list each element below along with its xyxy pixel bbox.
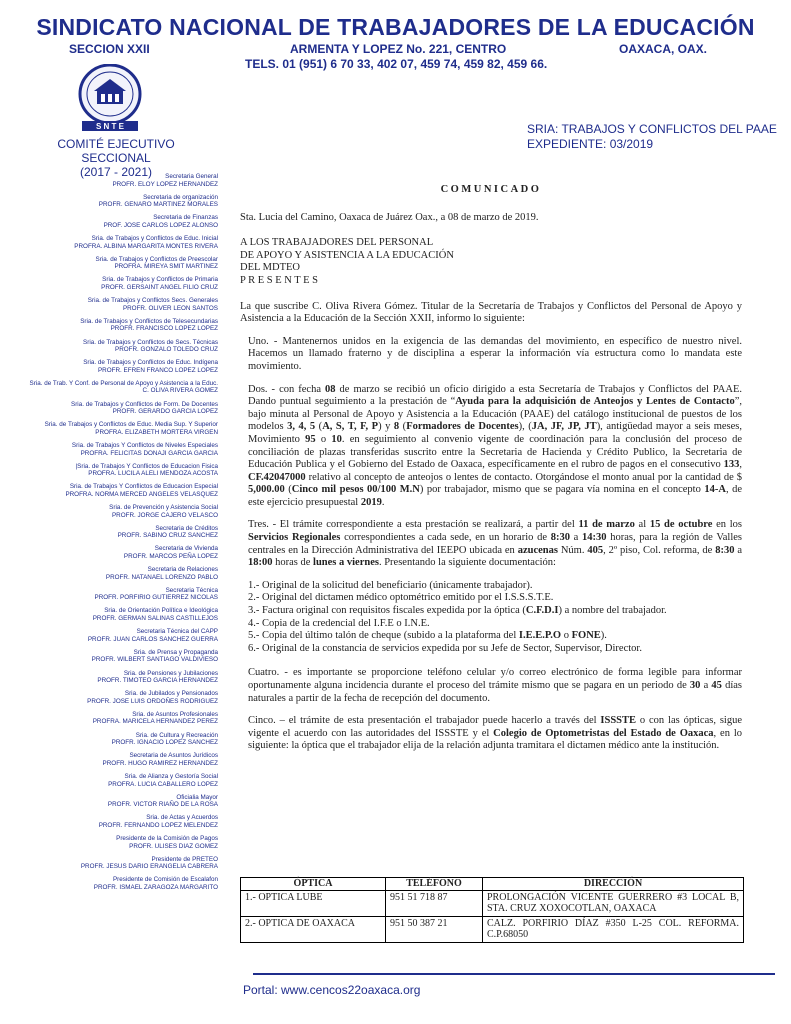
member-title: Sria. de Trabajos y Conflictos de Form. De Docentes — [71, 400, 218, 408]
member-name: PROFRA. FELICITAS DONAJI GARCIA GARCIA — [80, 449, 218, 457]
member-name: PROFR. PORFIRIO GUTIERREZ NICOLAS — [94, 594, 218, 602]
member-name: PROFR. NATANAEL LORENZO PABLO — [105, 573, 218, 581]
paragraph-cinco: Cinco. – el trámite de esta presentación el trabajador puede hacerlo a través del ISSSTE o con las ópticas, sigue vigente el acuerdo con las autoridades del ISSSTE y el Colegio de Optometristas del Estado de Oaxaca, en lo siguiente: la óptica que el trabajador elija de la relación adjunta tramitara el dictamen médico ante la institución. — [248, 715, 742, 752]
recipient-line: A LOS TRABAJADORES DEL PERSONAL — [240, 237, 434, 249]
member-name: PROFR. MARCOS PEÑA LOPEZ — [123, 552, 218, 560]
column-header-telefono: TELÉFONO — [386, 878, 483, 891]
optica-phone: 951 50 387 21 — [386, 916, 483, 942]
header-seccion: SECCION XXII — [69, 42, 150, 56]
committee-period: (2017 - 2021) — [79, 165, 153, 179]
letter-heading: COMUNICADO — [440, 184, 542, 195]
member-name: PROFRA. NORMA MERCED ANGELES VELASQUEZ — [65, 490, 218, 498]
committee-member — [0, 587, 218, 602]
header-phones: TELS. 01 (951) 6 70 33, 402 07, 459 74, 459 82, 459 66. — [245, 57, 548, 71]
committee-member — [0, 670, 218, 685]
org-title: SINDICATO NACIONAL DE TRABAJADORES DE LA EDUCACIÓN — [36, 14, 755, 40]
committee-member — [0, 421, 218, 436]
committee-member — [0, 545, 218, 560]
document-item: 3.- Factura original con requisitos fiscales expedida por la óptica (C.F.D.I) a nombre del trabajador. — [248, 605, 667, 617]
document-item: 5.- Copia del último talón de cheque (subido a la plataforma del I.E.E.P.O o FONE). — [248, 630, 607, 642]
committee-member — [0, 628, 218, 643]
expediente-label: EXPEDIENTE: 03/2019 — [527, 137, 654, 151]
member-title: Sria. de Trabajos y Conflictos de Preescolar — [95, 255, 218, 263]
member-title: Secretaria de Relaciones — [147, 566, 218, 574]
member-title: Sria. de Trabajos y Conflictos de Educ. Inicial — [91, 235, 218, 243]
committee-member — [0, 256, 218, 271]
member-name: PROFRA. ALBINA MARGARITA MONTES RIVERA — [74, 242, 218, 250]
member-title: Secretaria de Vivienda — [154, 545, 218, 553]
committee-member — [0, 276, 218, 291]
member-title: Sria. de Trabajos Y Conflictos de Educacion Especial — [69, 483, 218, 491]
committee-member — [0, 752, 218, 767]
committee-member — [0, 173, 218, 188]
member-name: PROFRA. MARICELA HERNANDEZ PEREZ — [92, 718, 218, 726]
member-name: PROFRA. ELIZABETH MORTERA VIRGEN — [95, 428, 218, 436]
committee-member — [0, 297, 218, 312]
member-name: PROFR. ISMAEL ZARAGOZA MARGARITO — [93, 883, 218, 891]
member-title: Sria. de Actas y Acuerdos — [146, 814, 218, 822]
member-title: Sria. de Prensa y Propaganda — [133, 648, 218, 656]
member-title: Sria. de Alianza y Gestoría Social — [124, 772, 218, 780]
member-title: Sria. de Trabajos y Conflictos Secs. Generales — [87, 297, 218, 305]
table-row — [241, 890, 744, 916]
member-name: PROFR. FERNANDO LOPEZ MELENDEZ — [98, 821, 218, 829]
member-name: PROFR. JORGE CAJERO VELASCO — [111, 511, 218, 519]
member-name: PROFR. TIMOTEO GARCIA HERNANDEZ — [97, 677, 218, 685]
committee-member — [0, 814, 218, 829]
committee-member — [0, 794, 218, 809]
member-title: Sria. de Asuntos Profesionales — [132, 710, 218, 718]
recipient-line: P R E S E N T E S — [240, 274, 318, 286]
committee-member — [0, 607, 218, 622]
member-name: PROFR. ULISES DIAZ GOMEZ — [129, 842, 218, 850]
committee-member — [0, 504, 218, 519]
member-title: Sria. de Trabajos y Conflictos de Secs. Técnicas — [83, 338, 218, 346]
member-name: PROFR. OLIVER LEON SANTOS — [122, 304, 218, 312]
footer-divider — [253, 973, 775, 975]
date-line: Sta. Lucia del Camino, Oaxaca de Juárez Oax., a 08 de marzo de 2019. — [240, 211, 539, 223]
paragraph-dos: Dos. - con fecha 08 de marzo se recibió un oficio dirigido a esta Secretaría de Trabajos y Conflictos del PAAE. Dando puntual seguimiento a la prestación de “Ayuda para la adquisición de Anteojos y Lentes de Contacto”, bajo minuta al Personal de Apoyo y Asistencia a la Educación (PAAE) del catálogo institucional de puestos de los modelos 3, 4, 5 (A, S, T, F, P) y 8 (Formadores de Docentes), (JA, JF, JP, JT), antigüedad mayor a seis meses, Movimiento 95 o 10. en seguimiento al convenio vigente de coordinación para la conclusión del proceso de conciliación de plazas transferidas suscrito entre la Secretaria de Hacienda y Crédito Publico, la Secretaria de Educación Publica y el Gobierno del Estado de Oaxaca, específicamente en el rubro de pagos en el consecutivo 133, CF.42047000 relativo al concepto de anteojos o lentes de contacto. Otorgándose el monto anual por la cantidad de $ 5,000.00 (Cinco mil pesos 00/100 M.N) por trabajador, mismo que se pagara vía nomina en el concepto 14-A, de este ejercicio presupuestal 2019. — [248, 383, 743, 508]
committee-directory — [0, 173, 218, 897]
column-header-optica: ÓPTICA — [241, 878, 386, 891]
portal-link[interactable]: Portal: www.cencos22oaxaca.org — [243, 983, 421, 997]
committee-member — [0, 214, 218, 229]
member-name: PROFR. JUAN CARLOS SANCHEZ GUERRA — [87, 635, 218, 643]
optica-name: 2.- OPTICA DE OAXACA — [241, 916, 386, 942]
committee-member — [0, 442, 218, 457]
committee-member — [0, 711, 218, 726]
member-name: PROFR. IGNACIO LOPEZ SANCHEZ — [111, 739, 218, 747]
member-name: PROFR. HUGO RAMIREZ HERNANDEZ — [102, 759, 218, 767]
member-title: Sria. de Trabajos y Conflictos de Educ. Media Sup. Y Superior — [44, 421, 218, 429]
committee-member — [0, 483, 218, 498]
member-name: C. OLIVA RIVERA GOMEZ — [142, 387, 218, 395]
committee-member — [0, 649, 218, 664]
optics-table — [240, 877, 744, 943]
committee-member — [0, 566, 218, 581]
member-title: Sria. de Pensiones y Jubilaciones — [123, 669, 218, 677]
committee-member — [0, 380, 218, 395]
committee-member — [0, 876, 218, 891]
committee-member — [0, 463, 218, 478]
member-name: PROFR. GERSAINT ANGEL FILIO CRUZ — [101, 284, 218, 292]
member-title: Oficialia Mayor — [176, 793, 218, 801]
intro-paragraph: La que suscribe C. Oliva Rivera Gómez. Titular de la Secretaría de Trabajos y Conflictos del Personal de Apoyo y Asistencia a la Educación de la Sección XXII, informo lo siguiente: — [240, 300, 742, 325]
document-item: 2.- Original del dictamen médico optométrico emitido por el I.S.S.S.T.E. — [248, 592, 554, 604]
member-title: Presidente de la Comisión de Pagos — [116, 835, 218, 842]
committee-member — [0, 525, 218, 540]
table-row — [241, 916, 744, 942]
member-title: Secretaria de Finanzas — [153, 214, 218, 222]
member-name: PROFRA. MIREYA SMIT MARTINEZ — [114, 263, 218, 271]
member-title: Presidente de Comisión de Escalafon — [112, 876, 218, 884]
member-name: PROFR. SABINO CRUZ SANCHEZ — [117, 532, 218, 540]
member-title: Secretaria Técnica — [165, 586, 218, 594]
member-title: Sria. de Trabajos y Conflictos de Telesecundarias — [80, 317, 218, 325]
committee-name: COMITÉ EJECUTIVO SECCIONAL — [57, 137, 175, 165]
optica-address: CALZ. PORFIRIO DÍAZ #350 L-25 COL. REFORMA. C.P.68050 — [483, 916, 744, 942]
documents-list — [240, 580, 742, 656]
letter-body — [240, 184, 742, 763]
member-title: Sria. de Jubilados y Pensionados — [124, 690, 218, 698]
member-title: Secretaria Técnica del CAPP — [136, 628, 218, 636]
column-header-direccion: DIRECCIÓN — [483, 878, 744, 891]
snte-logo — [72, 64, 152, 132]
paragraph-cuatro: Cuatro. - es importante se proporcione teléfono celular y/o correo electrónico de forma legible para informar oportunamente alguna incidencia durante el proceso del trámite mismo que se pagara en un periodo de 30 a 45 días naturales a partir de la fecha de recepción del documento. — [248, 667, 742, 704]
member-name: PROFR. WILBERT SANTIAGO VALDIVIESO — [91, 656, 218, 664]
member-title: Sria. de Trabajos y Conflictos de Educ. Indígena — [83, 359, 218, 367]
committee-member — [0, 194, 218, 209]
member-name: PROFR. FRANCISCO LOPEZ LOPEZ — [110, 325, 218, 333]
optica-address: PROLONGACIÓN VICENTE GUERRERO #3 LOCAL B, STA. CRUZ XOXOCOTLAN, OAXACA — [483, 890, 744, 916]
document-item: 6.- Original de la constancia de servicios expedida por su Jefe de Sector, Supervisor, Director. — [248, 642, 642, 654]
committee-member — [0, 339, 218, 354]
member-title: Sria. de Trabajos Y Conflictos de Niveles Especiales — [71, 441, 218, 449]
member-name: PROFR. GONZALO TOLEDO CRUZ — [115, 346, 218, 354]
member-title: Sria. de Prevención y Asistencia Social — [109, 504, 218, 511]
optica-name: 1.- OPTICA LUBE — [241, 890, 386, 916]
member-title: Secretaria de organización — [143, 193, 218, 201]
member-name: PROFR. GERMAN SALINAS CASTILLEJOS — [92, 615, 218, 623]
header-address: ARMENTA Y LOPEZ No. 221, CENTRO — [290, 42, 507, 56]
table-header-row — [241, 878, 744, 891]
member-title: Secretaria General — [165, 173, 218, 180]
committee-member — [0, 318, 218, 333]
paragraph-tres: Tres. - El trámite correspondiente a esta prestación se realizará, a partir del 11 de marzo al 15 de octubre en los Servicios Regionales correspondientes a cada sede, en un horario de 8:30 a 14:30 horas, para la región de Valles centrales en la Dirección Administrativa del IEEPO ubicada en azucenas Núm. 405, 2º piso, Col. reforma, de 8:30 a 18:00 horas de lunes a viernes. Presentando la siguiente documentación: — [248, 519, 743, 569]
member-name: PROFRA. LUCILA ALELI MENDOZA ACOSTA — [88, 470, 218, 478]
member-title: Secretaria de Créditos — [155, 524, 218, 532]
member-title: |Sria. de Trabajos Y Conflictos de Educacion Fisica — [75, 462, 218, 470]
recipient-line: DEL MDTEO — [240, 262, 300, 274]
svg-text:S N T E: S N T E — [95, 122, 125, 131]
committee-member — [0, 835, 218, 850]
member-name: PROFR. VICTOR RIAÑO DE LA ROSA — [107, 801, 218, 809]
member-name: PROFR. JESUS DARIO ERANGELIA CABRERA — [80, 863, 218, 871]
document-item: 4.- Copia de la credencial del I.F.E o I.N.E. — [248, 617, 430, 629]
committee-member — [0, 359, 218, 374]
secretaria-block — [527, 122, 777, 152]
member-title: Presidente de PRETEO — [151, 855, 218, 863]
committee-member — [0, 773, 218, 788]
committee-member — [0, 690, 218, 705]
member-title: Sria. de Trabajos y Conflictos de Primaria — [102, 276, 218, 284]
committee-member — [0, 235, 218, 250]
document-item: 1.- Original de la solicitud del beneficiario (únicamente trabajador). — [248, 579, 533, 591]
committee-member — [0, 732, 218, 747]
secretaria-label: SRIA: TRABAJOS Y CONFLICTOS DEL PAAE — [527, 122, 777, 136]
member-name: PROF. JOSE CARLOS LOPEZ ALONSO — [103, 221, 218, 229]
member-name: PROFR. EFREN FRANCO LOPEZ LOPEZ — [97, 366, 218, 374]
member-title: Sria. de Orientación Política e Ideológica — [104, 607, 218, 615]
recipient-block — [240, 237, 742, 287]
member-name: PROFRA. LUCIA CABALLERO LOPEZ — [108, 780, 218, 788]
member-name: PROFR. ELOY LOPEZ HERNANDEZ — [112, 180, 218, 188]
member-name: PROFR. JOSE LUIS ORDOÑES RODRIGUEZ — [87, 697, 218, 705]
header-city: OAXACA, OAX. — [619, 42, 708, 56]
member-title: Sria. de Cultura y Recreación — [135, 731, 218, 739]
committee-member — [0, 401, 218, 416]
committee-member — [0, 856, 218, 871]
member-name: PROFR. GENARO MARTINEZ MORALES — [98, 201, 218, 209]
recipient-line: DE APOYO Y ASISTENCIA A LA EDUCACIÓN — [240, 249, 454, 261]
optica-phone: 951 51 718 87 — [386, 890, 483, 916]
member-name: PROFR. GERARDO GARCIA LOPEZ — [112, 408, 218, 416]
paragraph-uno: Uno. - Mantenernos unidos en la exigencia de las demandas del movimiento, en específico de nuestro nivel. Hacemos un llamado fraterno y de disciplina a esperar la información vía estructura como lo mandata este movimiento. — [248, 335, 742, 372]
member-title: Sria. de Trab. Y Conf. de Personal de Apoyo y Asistencia a la Educ. — [29, 379, 218, 387]
member-title: Secretaria de Asuntos Jurídicos — [129, 752, 218, 760]
